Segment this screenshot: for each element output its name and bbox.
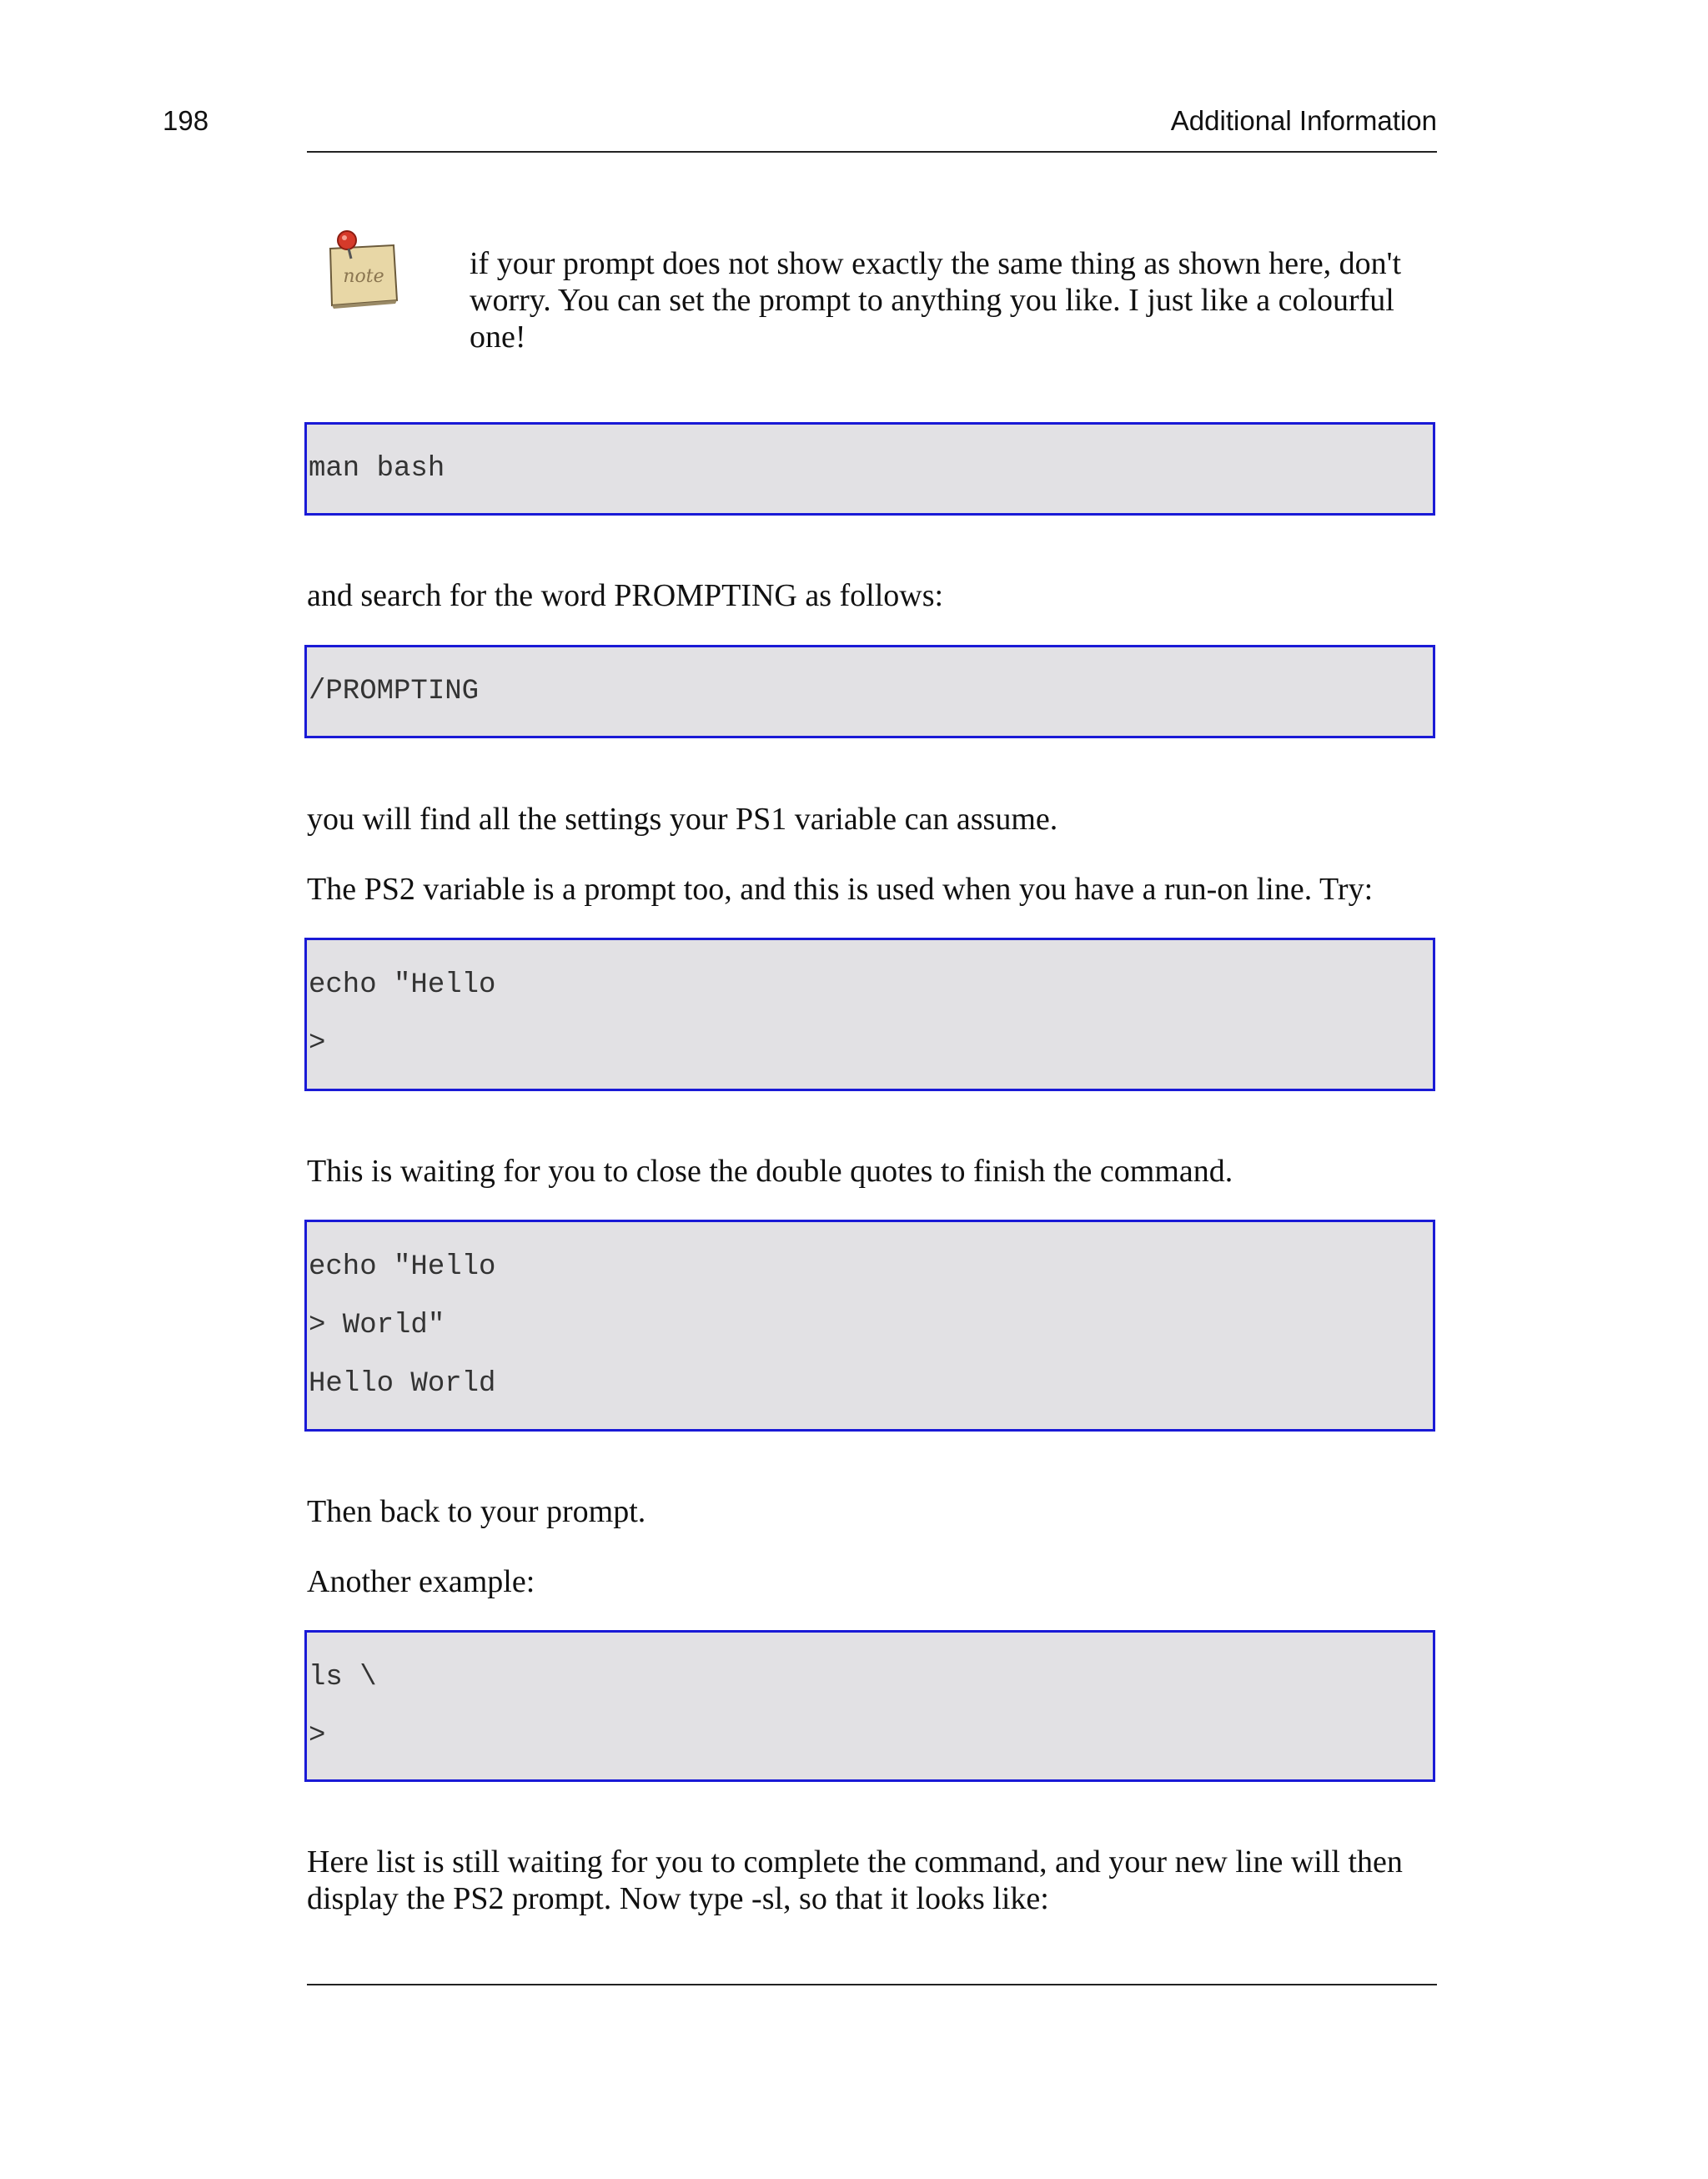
code-line: echo "Hello [309,969,496,1001]
code-line: man bash [309,453,445,485]
paragraph-search: and search for the word PROMPTING as follows: [307,578,944,613]
running-title: Additional Information [1170,105,1437,136]
page-number: 198 [163,105,209,136]
code-block-prompting [304,645,1435,738]
code-block-man-bash [304,422,1435,516]
code-block-hello-world [304,1220,1435,1432]
code-line: echo "Hello [309,1251,496,1283]
note-icon [324,230,404,314]
code-block-echo-hello [304,938,1435,1091]
header-rule [307,151,1437,153]
code-line: /PROMPTING [309,676,480,707]
paragraph-back: Then back to your prompt. [307,1494,646,1529]
note-text: if your prompt does not show exactly the same thing as shown here, don't worry. You can set the prompt to anything you like. I just like a colourful one! [470,246,1402,355]
code-line: > World" [309,1310,445,1341]
code-block-ls [304,1630,1435,1782]
code-line: Hello World [309,1368,496,1400]
code-line: > [309,1028,326,1059]
paragraph-ps1: you will find all the settings your PS1 variable can assume. [307,802,1058,837]
footer-rule [307,1984,1437,1985]
code-line: ls \ [309,1662,377,1693]
code-line: > [309,1720,326,1752]
paragraph-waiting: This is waiting for you to close the double quotes to finish the command. [307,1154,1233,1189]
paragraph-list: Here list is still waiting for you to complete the command, and your new line will then display the PS2 prompt. Now type -sl, so that it looks like: [307,1844,1403,1916]
paragraph-ps2: The PS2 variable is a prompt too, and this is used when you have a run-on line. Try: [307,872,1374,907]
svg-text:note: note [343,266,384,287]
paragraph-another: Another example: [307,1564,535,1599]
